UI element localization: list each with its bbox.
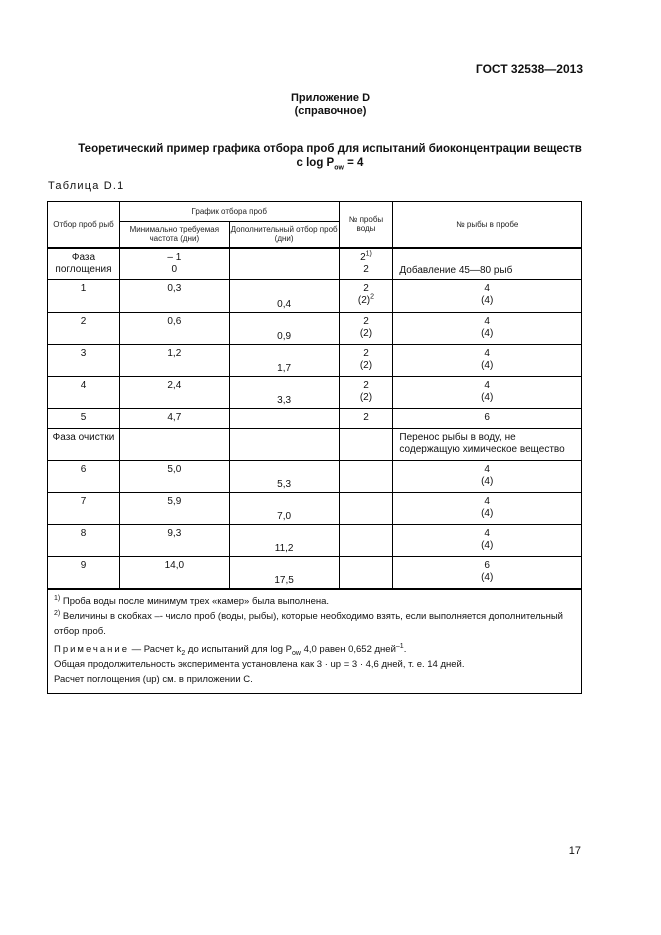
min-freq-value: 9,3 xyxy=(167,528,182,539)
water-value: 2$^{1)}$ 2 xyxy=(360,250,372,275)
note-line-3: Расчет поглощения (up) см. в приложении С. xyxy=(54,673,253,685)
col-water: № пробы воды xyxy=(339,202,393,248)
row-label: Фаза поглощения xyxy=(55,251,112,275)
title-suffix: = 4 xyxy=(343,157,364,169)
table-row xyxy=(48,313,582,345)
min-freq-value: 0,3 xyxy=(167,283,182,294)
fish-value: 4 (4) xyxy=(481,380,494,403)
fish-value: 4 (4) xyxy=(481,464,494,487)
row-label: Фаза очистки xyxy=(52,432,115,443)
appendix-subtitle: (справочное) xyxy=(294,105,367,117)
min-freq-value: 2,4 xyxy=(167,380,182,391)
water-value: 2 (2) xyxy=(359,380,373,403)
table-row xyxy=(48,557,582,589)
extra-value: 7,0 xyxy=(277,511,292,522)
table-row xyxy=(48,280,582,313)
row-label: 9 xyxy=(80,560,87,571)
col-fish: № рыбы в пробе xyxy=(393,202,582,248)
appendix-title: Приложение D xyxy=(290,92,371,104)
extra-value: 3,3 xyxy=(277,395,292,406)
min-freq-value: 5,0 xyxy=(167,464,182,475)
table-row xyxy=(48,345,582,377)
fish-value: 4 (4) xyxy=(481,348,494,371)
row-label: 5 xyxy=(80,412,87,423)
min-freq-value: 0,6 xyxy=(167,316,182,327)
fish-value: 4 (4) xyxy=(481,496,494,519)
fish-value: 4 (4) xyxy=(481,283,494,306)
water-value: 2 (2) xyxy=(359,348,373,371)
table-row xyxy=(48,493,582,525)
row-label: 1 xyxy=(80,283,87,294)
extra-value: 17,5 xyxy=(274,574,294,586)
table-row xyxy=(48,461,582,493)
extra-value: 5,3 xyxy=(277,479,292,490)
table-row xyxy=(48,429,582,461)
row-label: 7 xyxy=(80,496,87,507)
extra-value: 11,2 xyxy=(274,543,294,554)
fish-value: 6 xyxy=(484,412,490,423)
footnote-2: $^{2)}$ Величины в скобках –- число проб (воды, рыбы), которые необходимо взять, если выполняется дополнительный отбор проб. xyxy=(54,609,563,637)
water-value: 2 xyxy=(363,412,369,423)
table-footnotes xyxy=(48,589,582,694)
min-freq-value: 5,9 xyxy=(167,496,182,507)
title-line-1: Теоретический пример графика отбора проб для испытаний биоконцентрации веществ xyxy=(78,143,582,155)
note-line-2: Общая продолжительность эксперимента установлена как 3 · up = 3 · 4,6 дней, т. е. 14 дней. xyxy=(54,658,465,670)
col-extra: Дополнительный отбор проб (дни) xyxy=(229,222,339,248)
min-freq-value: 14,0 xyxy=(164,560,185,571)
table-row xyxy=(48,248,582,280)
water-value: 2 $(2)^2$ xyxy=(357,283,375,306)
row-label: 3 xyxy=(80,348,87,359)
fish-value: 4 (4) xyxy=(481,528,494,551)
row-label: 2 xyxy=(80,316,87,327)
water-value: 2 (2) xyxy=(359,316,373,339)
fish-value: Добавление 45—80 рыб xyxy=(399,264,513,276)
table-row xyxy=(48,525,582,557)
page-number: 17 xyxy=(568,845,581,857)
footnote-1: $^{1)}$ Проба воды после минимум трех «камер» была выполнена. xyxy=(54,594,330,607)
col-sampling: Отбор проб рыб xyxy=(48,202,120,248)
table-row xyxy=(48,377,582,409)
col-min-freq: Минимально требуемая частота (дни) xyxy=(119,222,229,248)
row-label: 4 xyxy=(80,380,87,391)
extra-value: 0,9 xyxy=(277,331,292,342)
min-freq-value: 4,7 xyxy=(167,412,182,423)
extra-value: 0,4 xyxy=(277,299,292,310)
row-label: 8 xyxy=(80,528,87,539)
title-prefix: с log P xyxy=(296,157,335,169)
title-sub: ow xyxy=(334,164,344,172)
note: Примечание — Расчет $k_2$ до испытаний для $\log P_{ow}$ 4,0 равен 0,652 дней$^{-1}$. xyxy=(54,642,407,657)
fish-value: 6 (4) xyxy=(481,560,494,583)
fish-value: Перенос рыбы в воду, не содержащую химическое вещество xyxy=(399,432,565,455)
standard-number: ГОСТ 32538—2013 xyxy=(475,62,583,76)
sampling-table xyxy=(47,201,582,694)
row-label: 6 xyxy=(80,464,87,475)
table-row xyxy=(48,409,582,429)
min-freq-value: – 1 0 xyxy=(167,251,182,275)
document-title xyxy=(40,142,620,170)
appendix-heading xyxy=(0,92,661,118)
min-freq-value: 1,2 xyxy=(167,348,182,359)
extra-value: 1,7 xyxy=(277,363,292,374)
col-schedule: График отбора проб xyxy=(119,202,339,222)
fish-value: 4 (4) xyxy=(481,316,494,339)
table-label: Таблица D.1 xyxy=(48,180,125,192)
title-line-2 xyxy=(40,156,620,170)
